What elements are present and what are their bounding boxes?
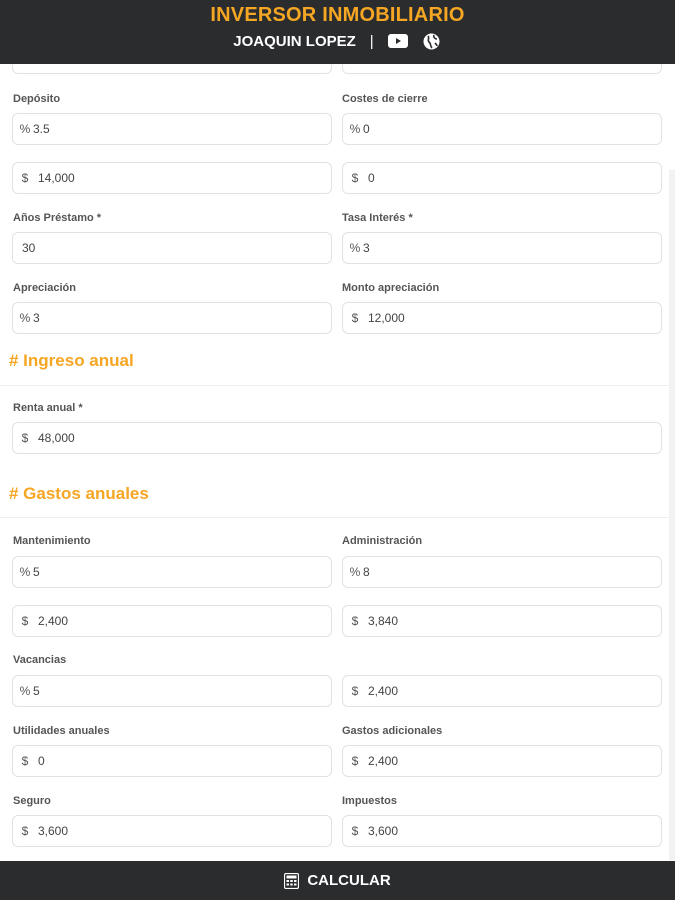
- renta-anual-input[interactable]: [12, 422, 662, 454]
- vacancias-amount-input[interactable]: [342, 675, 662, 707]
- apreciacion-input[interactable]: [12, 302, 332, 334]
- dollar-prefix: $: [351, 754, 359, 768]
- costes-cierre-pct-value: 0: [363, 122, 370, 136]
- percent-prefix: %: [19, 684, 31, 698]
- administracion-pct-value: 8: [363, 565, 370, 579]
- dollar-prefix: $: [21, 824, 29, 838]
- section-divider: [0, 517, 675, 518]
- form-content: [0, 64, 675, 861]
- administracion-amount-value: 3,840: [368, 614, 399, 628]
- header-subtitle: [0, 31, 675, 51]
- mantenimiento-amount-value: 2,400: [38, 614, 69, 628]
- percent-prefix: %: [349, 241, 361, 255]
- tasa-interes-label: Tasa Interés *: [342, 212, 413, 224]
- monto-apreciacion-input[interactable]: [342, 302, 662, 334]
- dollar-prefix: $: [351, 311, 359, 325]
- author-name: JOAQUIN LOPEZ: [233, 32, 356, 50]
- dollar-prefix: $: [351, 684, 359, 698]
- deposito-pct-input[interactable]: [12, 113, 332, 145]
- vacancias-amount-value: 2,400: [368, 684, 399, 698]
- utilidades-label: Utilidades anuales: [13, 725, 110, 737]
- utilidades-value: 0: [38, 754, 45, 768]
- gastos-adicionales-value: 2,400: [368, 754, 399, 768]
- gastos-adicionales-input[interactable]: [342, 745, 662, 777]
- scrollbar[interactable]: [669, 170, 675, 860]
- header-separator: |: [369, 32, 374, 50]
- seguro-value: 3,600: [38, 824, 69, 838]
- mantenimiento-amount-input[interactable]: [12, 605, 332, 637]
- apreciacion-value: 3: [33, 311, 40, 325]
- percent-prefix: %: [19, 122, 31, 136]
- section-divider: [0, 385, 675, 386]
- app-header: [0, 0, 675, 64]
- percent-prefix: %: [349, 565, 361, 579]
- ingreso-section-title: # Ingreso anual: [9, 351, 134, 370]
- dollar-prefix: $: [351, 824, 359, 838]
- gastos-adicionales-label: Gastos adicionales: [342, 725, 443, 737]
- mantenimiento-pct-input[interactable]: [12, 556, 332, 588]
- anos-prestamo-input[interactable]: [12, 232, 332, 264]
- dollar-prefix: $: [21, 754, 29, 768]
- costes-cierre-amount-value: 0: [368, 171, 375, 185]
- vacancias-pct-value: 5: [33, 684, 40, 698]
- deposito-pct-value: 3.5: [33, 122, 50, 136]
- deposito-amount-input[interactable]: [12, 162, 332, 194]
- calcular-label: CALCULAR: [307, 872, 391, 889]
- administracion-amount-input[interactable]: [342, 605, 662, 637]
- impuestos-label: Impuestos: [342, 795, 398, 807]
- deposito-label: Depósito: [13, 93, 61, 105]
- costes-cierre-label: Costes de cierre: [342, 93, 428, 105]
- administracion-pct-input[interactable]: [342, 556, 662, 588]
- youtube-icon[interactable]: [388, 32, 408, 50]
- app-title: INVERSOR INMOBILIARIO: [210, 4, 465, 26]
- vacancias-label: Vacancias: [13, 654, 67, 666]
- renta-anual-label: Renta anual *: [13, 402, 83, 414]
- deposito-amount-value: 14,000: [38, 171, 75, 185]
- globe-icon[interactable]: [422, 32, 442, 50]
- mantenimiento-label: Mantenimiento: [13, 535, 91, 547]
- tasa-interes-value: 3: [363, 241, 370, 255]
- dollar-prefix: $: [21, 431, 29, 445]
- mantenimiento-pct-value: 5: [33, 565, 40, 579]
- percent-prefix: %: [19, 565, 31, 579]
- tasa-interes-input[interactable]: [342, 232, 662, 264]
- percent-prefix: %: [349, 122, 361, 136]
- apreciacion-label: Apreciación: [13, 282, 76, 294]
- renta-anual-value: 48,000: [38, 431, 75, 445]
- utilidades-input[interactable]: [12, 745, 332, 777]
- hidden-field-left[interactable]: [12, 64, 332, 74]
- gastos-section-title: # Gastos anuales: [9, 484, 149, 503]
- hidden-field-right[interactable]: [342, 64, 662, 74]
- costes-cierre-amount-input[interactable]: [342, 162, 662, 194]
- dollar-prefix: $: [351, 614, 359, 628]
- vacancias-pct-input[interactable]: [12, 675, 332, 707]
- dollar-prefix: $: [21, 171, 29, 185]
- impuestos-input[interactable]: [342, 815, 662, 847]
- monto-apreciacion-value: 12,000: [368, 311, 405, 325]
- impuestos-value: 3,600: [368, 824, 399, 838]
- seguro-input[interactable]: [12, 815, 332, 847]
- dollar-prefix: $: [21, 614, 29, 628]
- calculator-icon: [284, 873, 299, 889]
- administracion-label: Administración: [342, 535, 423, 547]
- costes-cierre-pct-input[interactable]: [342, 113, 662, 145]
- anos-prestamo-label: Años Préstamo *: [13, 212, 102, 224]
- anos-prestamo-value: 30: [22, 241, 36, 255]
- seguro-label: Seguro: [13, 795, 51, 807]
- dollar-prefix: $: [351, 171, 359, 185]
- monto-apreciacion-label: Monto apreciación: [342, 282, 440, 294]
- percent-prefix: %: [19, 311, 31, 325]
- calcular-button[interactable]: [0, 861, 675, 900]
